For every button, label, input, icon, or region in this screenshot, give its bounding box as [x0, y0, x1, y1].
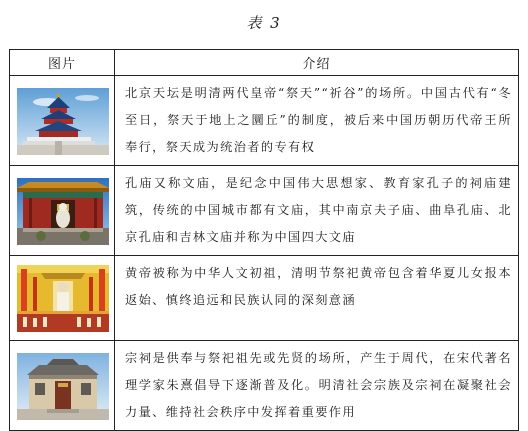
intro-text: 黄帝被称为中华人文初祖，清明节祭祀黄帝包含着华夏儿女报本返始、慎终追远和民族认同的深刻意涵 [115, 256, 519, 341]
ancestral-hall-photo [17, 353, 109, 420]
table-header-row [10, 50, 519, 76]
yellow-emperor-ceremony-photo [17, 265, 109, 332]
header-intro: 介绍 [115, 50, 519, 76]
temple-of-heaven-photo [17, 88, 109, 155]
intro-text: 北京天坛是明清两代皇帝“祭天”“祈谷”的场所。中国古代有“冬至日，祭天于地上之圜丘”的制度，被后来中国历朝历代帝王所奉行，祭天成为统治者的专有权 [115, 76, 519, 166]
table-row [10, 166, 519, 256]
confucius-temple-photo [17, 178, 109, 245]
table-row [10, 256, 519, 341]
table-row [10, 76, 519, 166]
table-row [10, 341, 519, 431]
header-image: 图片 [10, 50, 115, 76]
info-table [9, 49, 519, 431]
table-caption: 表 3 [246, 14, 282, 32]
intro-text: 宗祠是供奉与祭祀祖先或先贤的场所，产生于周代，在宋代著名理学家朱熹倡导下逐渐普及化。明清社会宗族及宗祠在凝聚社会力量、维持社会秩序中发挥着重要作用 [115, 341, 519, 431]
intro-text: 孔庙又称文庙，是纪念中国伟大思想家、教育家孔子的祠庙建筑，传统的中国城市都有文庙，其中南京夫子庙、曲阜孔庙、北京孔庙和吉林文庙并称为中国四大文庙 [115, 166, 519, 256]
